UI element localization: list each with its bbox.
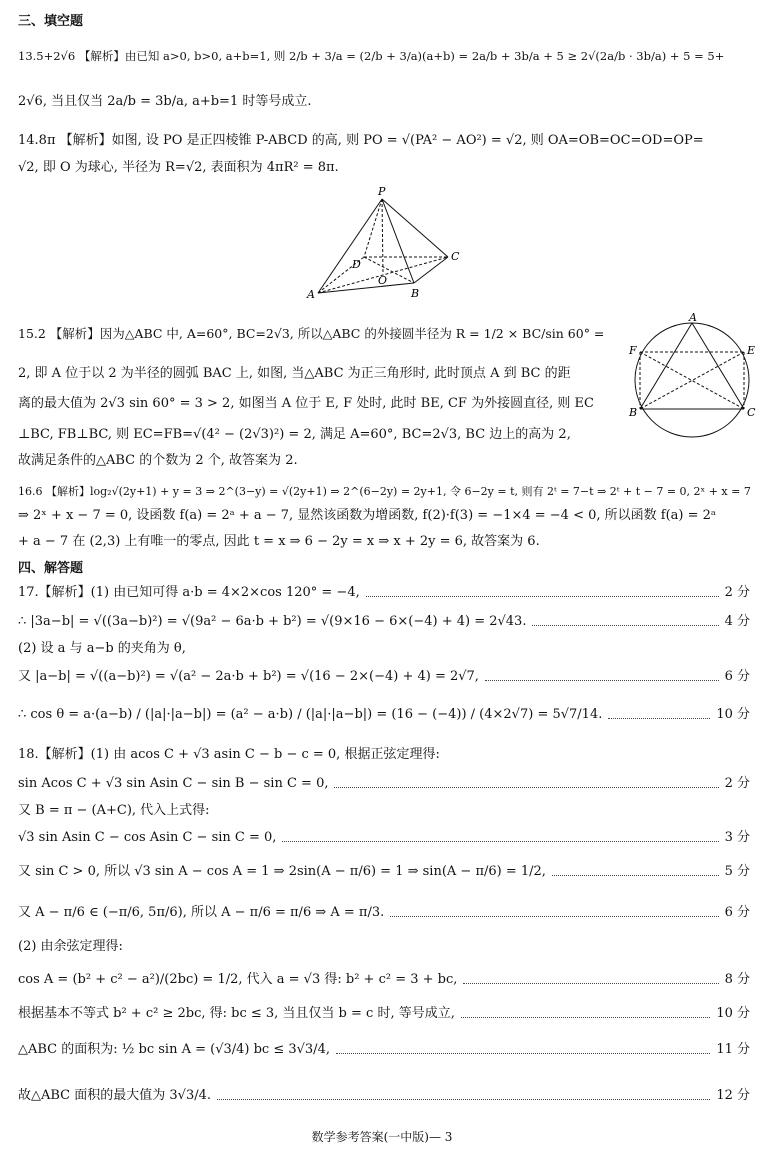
- circle-figure: [628, 312, 758, 446]
- pyramid-label-a: A: [307, 288, 315, 301]
- q13-line-1: 13.5+2√6 【解析】由已知 a>0, b>0, a+b=1, 则 2/b + 3/a = (2/b + 3/a)(a+b) = 2a/b + 3b/a + 5 ≥ 2√(2a/b · 3b/a) + 5 = 5+: [18, 49, 725, 63]
- q18-score-9: 10 分: [716, 1006, 750, 1021]
- circle-label-a: A: [689, 312, 697, 324]
- q16-line-3: + a − 7 在 (2,3) 上有唯一的零点, 因此 t = x ⇒ 6 − 2y = x ⇒ x + 2y = 6, 故答案为 6.: [18, 534, 540, 549]
- q18-score-11: 12 分: [716, 1088, 750, 1103]
- pyramid-label-c: C: [451, 250, 460, 263]
- section-heading-solutions: 四、解答题: [18, 561, 84, 576]
- q15-line-4: ⊥BC, FB⊥BC, 则 EC=FB=√(4² − (2√3)²) = 2, 满足 A=60°, BC=2√3, BC 边上的高为 2,: [18, 427, 571, 442]
- q15-line-3: 离的最大值为 2√3 sin 60° = 3 > 2, 如图当 A 位于 E, F 处时, 此时 BE, CF 为外接圆直径, 则 EC: [18, 396, 594, 411]
- q17-step-1: 17.【解析】(1) 由已知可得 a·b = 4×2×cos 120° = −4, 2 分: [18, 585, 750, 600]
- q18-score-8: 8 分: [724, 972, 750, 987]
- q17-step-4: 又 |a−b| = √((a−b)²) = √(a² − 2a·b + b²) = √(16 − 2×(−4) + 4) = 2√7, 6 分: [18, 669, 750, 684]
- q15-line-1: 15.2 【解析】因为△ABC 中, A=60°, BC=2√3, 所以△ABC 的外接圆半径为 R = 1/2 × BC/sin 60° =: [18, 326, 605, 341]
- circle-label-c: C: [747, 406, 756, 419]
- q17-score-2: 4 分: [724, 614, 750, 629]
- q14-line-1: 14.8π 【解析】如图, 设 PO 是正四棱锥 P-ABCD 的高, 则 PO = √(PA² − AO²) = √2, 则 OA=OB=OC=OD=OP=: [18, 133, 704, 148]
- q18-step-9: 根据基本不等式 b² + c² ≥ 2bc, 得: bc ≤ 3, 当且仅当 b = c 时, 等号成立, 10 分: [18, 1006, 750, 1021]
- pyramid-label-b: B: [411, 287, 420, 300]
- pyramid-label-p: P: [378, 185, 386, 198]
- q18-step-1: 18.【解析】(1) 由 acos C + √3 asin C − b − c = 0, 根据正弦定理得:: [18, 747, 440, 762]
- q16-line-1: 16.6 【解析】log₂√(2y+1) + y = 3 ⇒ 2^(3−y) = √(2y+1) ⇒ 2^(6−2y) = 2y+1, 令 6−2y = t, 则有 2ᵗ = 7−t ⇒ 2ᵗ + t − 7 = 0, 2ˣ + x = 7: [18, 485, 751, 498]
- q15-line-2: 2, 即 A 位于以 2 为半径的圆弧 BAC 上, 如图, 当△ABC 为正三角形时, 此时顶点 A 到 BC 的距: [18, 366, 571, 381]
- q18-score-4: 3 分: [724, 830, 750, 845]
- page-footer: 数学参考答案(一中版)— 3: [311, 1130, 453, 1144]
- q18-score-10: 11 分: [716, 1042, 750, 1057]
- q13-line-2: 2√6, 当且仅当 2a/b = 3b/a, a+b=1 时等号成立.: [18, 94, 312, 109]
- pyramid-label-o: O: [378, 274, 388, 287]
- circle-label-f: F: [629, 344, 637, 357]
- q17-score-1: 2 分: [724, 585, 750, 600]
- q18-step-8: cos A = (b² + c² − a²)/(2bc) = 1/2, 代入 a = √3 得: b² + c² = 3 + bc, 8 分: [18, 972, 750, 987]
- q17-score-5: 10 分: [716, 707, 750, 722]
- q17-step-5: ∴ cos θ = a·(a−b) / (|a|·|a−b|) = (a² − a·b) / (|a|·|a−b|) = (16 − (−4)) / (4×2√7) = 5√7/14. 10 分: [18, 707, 750, 722]
- q18-step-3: 又 B = π − (A+C), 代入上式得:: [18, 803, 210, 818]
- q18-step-7: (2) 由余弦定理得:: [18, 939, 123, 954]
- q17-score-4: 6 分: [724, 669, 750, 684]
- q18-step-6: 又 A − π/6 ∈ (−π/6, 5π/6), 所以 A − π/6 = π/6 ⇒ A = π/3. 6 分: [18, 905, 750, 920]
- pyramid-figure: [305, 185, 465, 307]
- section-heading-fill-in: 三、填空题: [18, 14, 84, 29]
- q18-score-2: 2 分: [724, 776, 750, 791]
- q18-step-10: △ABC 的面积为: ½ bc sin A = (√3/4) bc ≤ 3√3/4, 11 分: [18, 1042, 750, 1057]
- q18-step-11: 故△ABC 面积的最大值为 3√3/4. 12 分: [18, 1088, 750, 1103]
- q17-step-3: (2) 设 a 与 a−b 的夹角为 θ,: [18, 641, 186, 656]
- q16-line-2: ⇒ 2ˣ + x − 7 = 0, 设函数 f(a) = 2ᵃ + a − 7, 显然该函数为增函数, f(2)·f(3) = −1×4 = −4 < 0, 所以函数 f(a) = 2ᵃ: [18, 508, 716, 523]
- q18-score-6: 6 分: [724, 905, 750, 920]
- pyramid-label-d: D: [352, 258, 361, 271]
- q18-step-4: √3 sin Asin C − cos Asin C − sin C = 0, 3 分: [18, 830, 750, 845]
- q18-score-5: 5 分: [724, 864, 750, 879]
- q17-step-2: ∴ |3a−b| = √((3a−b)²) = √(9a² − 6a·b + b²) = √(9×16 − 6×(−4) + 4) = 2√43. 4 分: [18, 614, 750, 629]
- circle-label-b: B: [629, 406, 638, 419]
- q14-line-2: √2, 即 O 为球心, 半径为 R=√2, 表面积为 4πR² = 8π.: [18, 160, 339, 175]
- circle-label-e: E: [747, 344, 756, 357]
- q15-line-5: 故满足条件的△ABC 的个数为 2 个, 故答案为 2.: [18, 453, 298, 468]
- q18-step-2: sin Acos C + √3 sin Asin C − sin B − sin C = 0, 2 分: [18, 776, 750, 791]
- q18-step-5: 又 sin C > 0, 所以 √3 sin A − cos A = 1 ⇒ 2sin(A − π/6) = 1 ⇒ sin(A − π/6) = 1/2, 5 分: [18, 864, 750, 879]
